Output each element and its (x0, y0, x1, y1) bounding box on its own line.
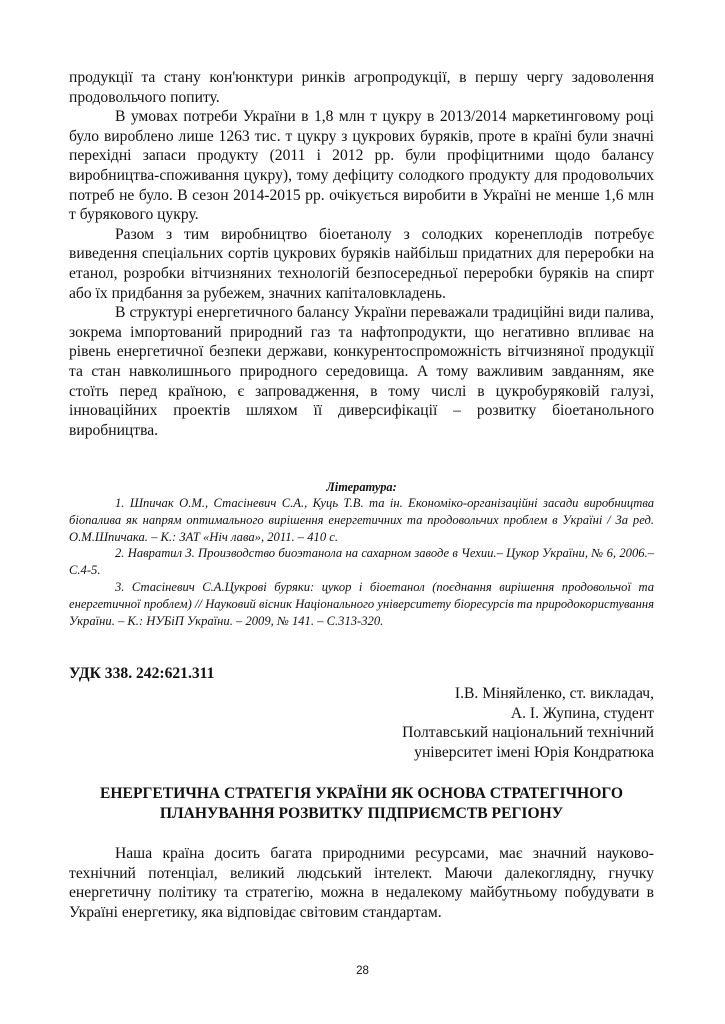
reference-item: 1. Шпичак О.М., Стасіневич С.А., Куць Т.В. та ін. Економіко-організаційні засади виробництва біопалива як напрям оптимального вирішення енергетичних та продовольчих проблем в Україні / За ред. О.М.Шпичака. – К.: ЗАТ «Ніч лава», 2011. – 410 с. (69, 496, 654, 544)
author-block (402, 684, 654, 763)
udk-code: УДК 338. 242:621.311 (69, 665, 215, 682)
paragraph-continuation: продукції та стану кон'юнктури ринків агропродукції, в першу чергу задоволення продовольчого попиту. (69, 69, 654, 106)
title-line: ЕНЕРГЕТИЧНА СТРАТЕГІЯ УКРАЇНИ ЯК ОСНОВА СТРАТЕГІЧНОГО (100, 785, 623, 802)
intro-paragraph: Наша країна досить багата природними ресурсами, має значний науково-технічний потенціал, великий людський інтелект. Маючи далекоглядну, гнучку енергетичну політику та стратегію, можна в недалекому майбутньому побудувати в Україні енергетику, яка відповідає світовим стандартам. (69, 845, 654, 921)
author-line: І.В. Міняйленко, ст. викладач, (454, 685, 654, 702)
paragraph-bioethanol: Разом з тим виробництво біоетанолу з солодких коренеплодів потребує виведення спеціальних сортів цукрових буряків найбільш придатних для переробки на етанол, розробки вітчизняних технологій безпосередньої переробки буряків на спирт або їх придбання за рубежем, значних капіталовкладень. (69, 225, 654, 302)
reference-item: 3. Стасіневич С.А.Цукрові буряки: цукор і біоетанол (поєднання вирішення продовольчої та енергетичної проблем) // Науковий вісник Національного університету біоресурсів та природокористування України. – К.: НУБіП України. – 2009, № 141. – С.313-320. (69, 579, 654, 628)
article-title (69, 784, 654, 823)
paragraph-energy-balance: В структурі енергетичного балансу України переважали традиційні види палива, зокрема імпортований природний газ та нафтопродукти, що негативно впливає на рівень енергетичної безпеки держави, конкурентоспроможність вітчизняної продукції та стан навколишнього природного середовища. А тому важливим завданням, яке стоїть перед країною, є запровадження, в тому числі в цукробуряковій галузі, інноваційних проектів шляхом її диверсифікації – розвитку біоетанольного виробництва. (69, 304, 654, 439)
paragraph-sugar-production: В умовах потреби України в 1,8 млн т цукру в 2013/2014 маркетинговому році було вироблено лише 1263 тис. т цукру з цукрових буряків, проте в країні були значні перехідні запаси продукту (2011 і 2012 рр. були профіцитними щодо балансу виробництва-споживання цукру), тому дефіциту солодкого продукту для продовольчих потреб не було. В сезон 2014-2015 рр. очікується виробити в Україні не менше 1,6 млн т бурякового цукру. (69, 108, 654, 224)
reference-item: 2. Навратил З. Производство биоэтанола на сахарном заводе в Чехии.– Цукор України, № 6, 2006.– С.4-5. (69, 546, 654, 578)
affiliation-line: університет імені Юрія Кондратюка (414, 744, 654, 762)
reference-list (69, 495, 654, 629)
title-line: ПЛАНУВАННЯ РОЗВИТКУ ПІДПРИЄМСТВ РЕГІОНУ (159, 804, 564, 822)
main-text-section (69, 68, 654, 440)
page-number: 28 (356, 965, 369, 977)
article-intro (69, 844, 654, 922)
author-line: А. І. Жупина, студент (510, 704, 654, 722)
literature-heading: Література: (326, 480, 397, 494)
affiliation-line: Полтавський національний технічний (402, 724, 654, 742)
